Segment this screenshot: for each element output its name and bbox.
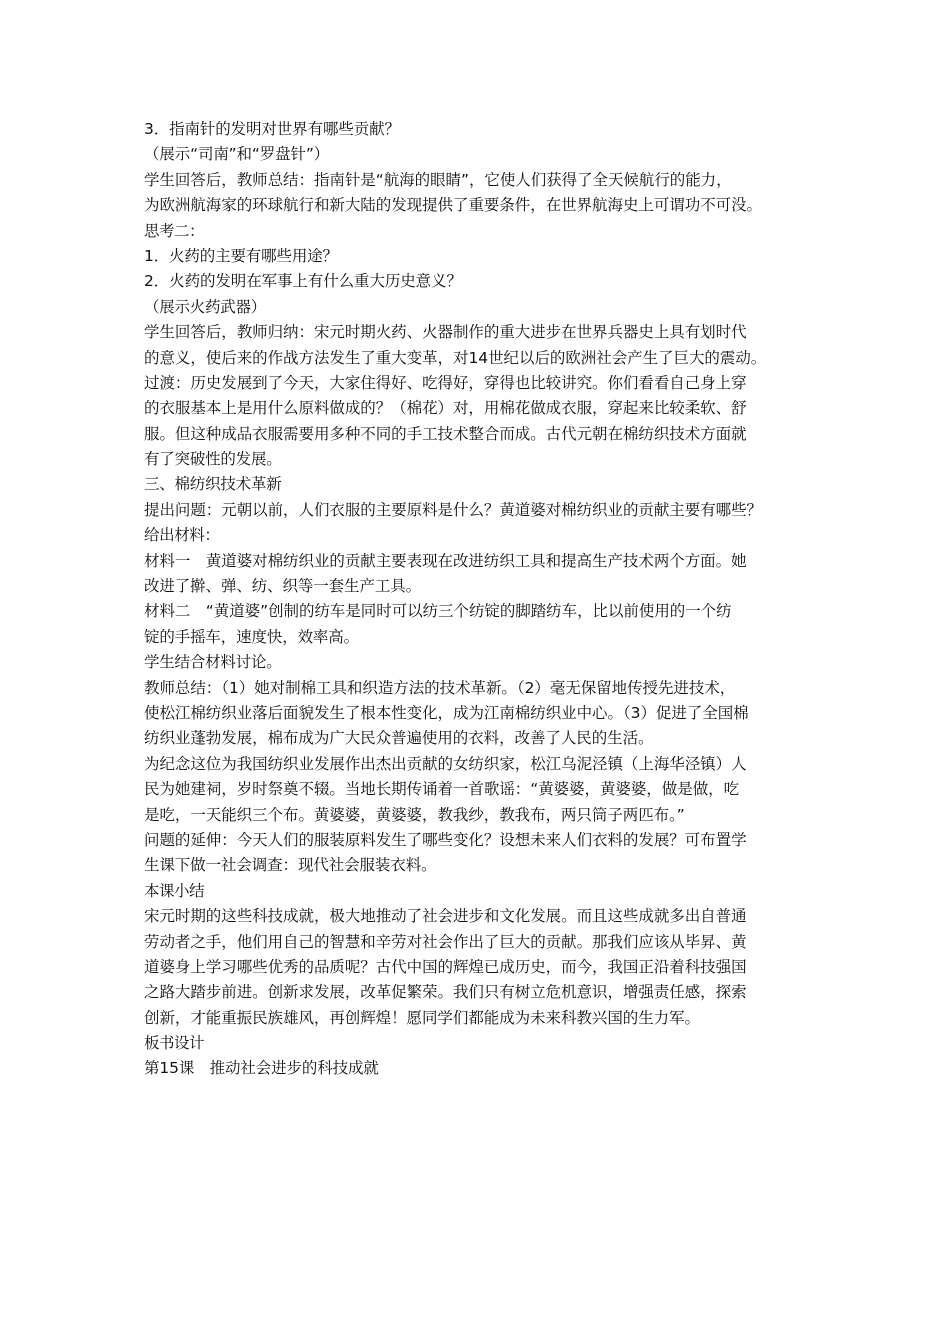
text-line: 道婆身上学习哪些优秀的品质呢？古代中国的辉煌已成历史，而今，我国正沿着科技强国 bbox=[144, 957, 747, 976]
text-line: 学生结合材料讨论。 bbox=[144, 653, 282, 672]
text-line: 提出问题：元朝以前，人们衣服的主要原料是什么？黄道婆对棉纺织业的贡献主要有哪些？ bbox=[144, 500, 763, 519]
text-line: 学生回答后，教师归纳：宋元时期火药、火器制作的重大进步在世界兵器史上具有划时代 bbox=[144, 323, 747, 342]
text-line: 创新，才能重振民族雄风，再创辉煌！愿同学们都能成为未来科教兴国的生力军。 bbox=[144, 1008, 700, 1027]
text-line: 为纪念这位为我国纺织业发展作出杰出贡献的女纺织家，松江乌泥泾镇（上海华泾镇）人 bbox=[144, 754, 747, 773]
text-line: 教师总结：（1）她对制棉工具和织造方法的技术革新。（2）毫无保留地传授先进技术， bbox=[144, 678, 736, 697]
section-heading: 三、棉纺织技术革新 bbox=[144, 475, 282, 494]
text-line: 给出材料： bbox=[144, 526, 220, 545]
lesson-title: 第15课 推动社会进步的科技成就 bbox=[144, 1059, 379, 1078]
text-line: 学生回答后，教师总结：指南针是“航海的眼睛”，它使人们获得了全天候航行的能力， bbox=[144, 170, 732, 189]
text-line: （展示“司南”和“罗盘针”） bbox=[144, 145, 330, 164]
section-heading: 本课小结 bbox=[144, 881, 205, 900]
text-line: 过渡：历史发展到了今天，大家住得好、吃得好，穿得也比较讲究。你们看看自己身上穿 bbox=[144, 373, 747, 392]
text-line: 材料一 黄道婆对棉纺织业的贡献主要表现在改进纺织工具和提高生产技术两个方面。她 bbox=[144, 551, 747, 570]
text-line: 的衣服基本上是用什么原料做成的？（棉花）对，用棉花做成衣服，穿起来比较柔软、舒 bbox=[144, 399, 747, 418]
text-line: 宋元时期的这些科技成就，极大地推动了社会进步和文化发展。而且这些成就多出自普通 bbox=[144, 907, 747, 926]
text-line: 服。但这种成品衣服需要用多种不同的手工技术整合而成。古代元朝在棉纺织技术方面就 bbox=[144, 424, 747, 443]
text-line: 民为她建祠，岁时祭奠不辍。当地长期传诵着一首歌谣：“黄婆婆，黄婆婆，做是做，吃 bbox=[144, 780, 740, 799]
text-line: （展示火药武器） bbox=[144, 297, 267, 316]
text-line: 2．火药的发明在军事上有什么重大历史意义？ bbox=[144, 272, 462, 291]
text-line: 1．火药的主要有哪些用途？ bbox=[144, 246, 338, 265]
document-body bbox=[144, 117, 814, 1082]
section-heading: 思考二： bbox=[144, 221, 205, 240]
text-line: 劳动者之手，他们用自己的智慧和辛劳对社会作出了巨大的贡献。那我们应该从毕昇、黄 bbox=[144, 932, 747, 951]
text-line: 锭的手摇车，速度快，效率高。 bbox=[144, 627, 359, 646]
text-line: 改进了擀、弹、纺、织等一套生产工具。 bbox=[144, 577, 422, 596]
text-line: 3．指南针的发明对世界有哪些贡献？ bbox=[144, 120, 400, 138]
text-line: 有了突破性的发展。 bbox=[144, 450, 282, 469]
text-line: 问题的延伸：今天人们的服装原料发生了哪些变化？设想未来人们衣料的发展？可布置学 bbox=[144, 830, 747, 849]
section-heading: 板书设计 bbox=[144, 1034, 205, 1053]
text-line: 使松江棉纺织业落后面貌发生了根本性变化，成为江南棉纺织业中心。（3）促进了全国棉 bbox=[144, 703, 749, 722]
text-line: 生课下做一社会调查：现代社会服装衣料。 bbox=[144, 856, 437, 875]
text-line: 纺织业蓬勃发展，棉布成为广大民众普遍使用的衣料，改善了人民的生活。 bbox=[144, 729, 654, 748]
text-line: 之路大踏步前进。创新求发展，改革促繁荣。我们只有树立危机意识，增强责任感，探索 bbox=[144, 983, 747, 1002]
text-line: 为欧洲航海家的环球航行和新大陆的发现提供了重要条件，在世界航海史上可谓功不可没。 bbox=[144, 196, 763, 215]
text-line: 的意义，使后来的作战方法发生了重大变革，对14世纪以后的欧洲社会产生了巨大的震动。 bbox=[144, 348, 767, 367]
text-line: 是吃，一天能织三个布。黄婆婆，黄婆婆，教我纱，教我布，两只筒子两匹布。” bbox=[144, 805, 685, 824]
text-line: 材料二 “黄道婆”创制的纺车是同时可以纺三个纺锭的脚踏纺车，比以前使用的一个纺 bbox=[144, 602, 732, 621]
